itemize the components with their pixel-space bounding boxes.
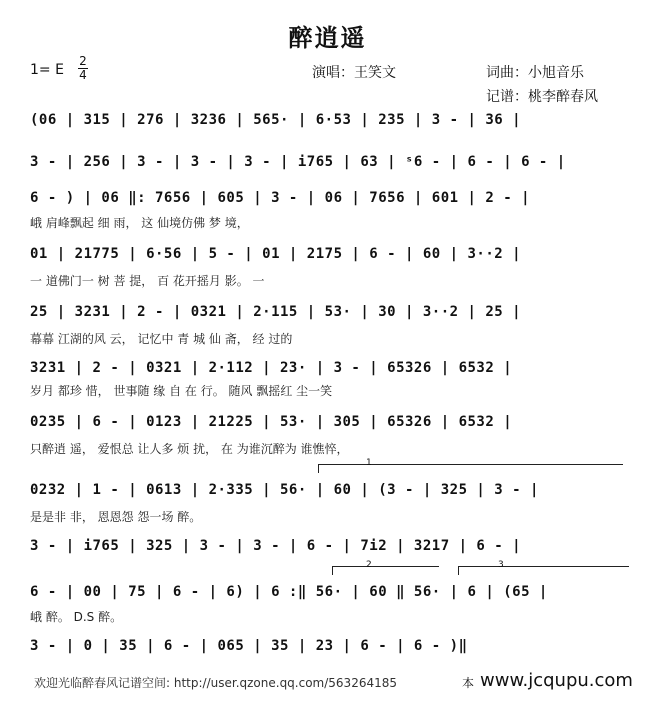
volta-label-2: 2: [366, 560, 372, 570]
song-title: 醉逍遥: [288, 24, 367, 52]
lyrics-line-8: 是是非 非， 恩恩怨 怨一场 醉。: [30, 510, 202, 524]
notation-line: 3231 | 2 - | 0321 | 2·112 | 23· | 3 - | 65326 | 6532 |: [30, 360, 513, 376]
score-row-6: [30, 360, 630, 384]
score-row-11: [30, 638, 630, 662]
notation-line: 0232 | 1 - | 0613 | 2·335 | 56· | 60 | (3 - | 325 | 3 - |: [30, 482, 539, 498]
volta-label-3: 3: [498, 560, 504, 570]
watermark-url[interactable]: www.jcqupu.com: [480, 670, 633, 691]
notation-line: 6 - | 00 | 75 | 6 - | 6) | 6 :‖ 56· | 60 ‖ 56· | 6 | (65 |: [30, 584, 548, 600]
lyrics-line-10: 峨 醉。 D.S 醉。: [30, 610, 123, 624]
key-signature: 1= E: [30, 62, 64, 78]
notation-line: (06 | 315 | 276 | 3236 | 565· | 6·53 | 235 | 3 - | 36 |: [30, 112, 522, 128]
footer-credit: 欢迎光临醉春风记谱空间: http://user.qzone.qq.com/563264185: [34, 676, 398, 690]
singer-credit: 演唱：王笑文: [312, 65, 396, 81]
volta-bracket-2: [332, 566, 439, 575]
score-row-7: [30, 414, 630, 438]
notation-line: 3 - | 0 | 35 | 6 - | 065 | 35 | 23 | 6 - | 6 - )‖: [30, 638, 468, 654]
score-row-3: [30, 190, 630, 214]
score-row-5: [30, 304, 630, 328]
stamp-char: 本: [462, 676, 475, 690]
score-row-1: [30, 112, 630, 136]
score-row-4: [30, 246, 630, 270]
notation-line: 3 - | 256 | 3 - | 3 - | 3 - | i765 | 63 | ˢ6 - | 6 - | 6 - |: [30, 154, 566, 170]
volta-bracket-3: [458, 566, 629, 575]
composer-credit: 词曲：小旭音乐: [486, 65, 584, 81]
volta-bracket-1: [318, 464, 623, 473]
lyrics-line-6: 岁月 都珍 惜， 世事随 缘 自 在 行。 随风 飘摇红 尘一笑: [30, 384, 333, 398]
notation-line: 25 | 3231 | 2 - | 0321 | 2·115 | 53· | 30 | 3··2 | 25 |: [30, 304, 522, 320]
volta-label-1: 1: [366, 458, 372, 468]
lyrics-line-7: 只醉逍 遥， 爱恨总 让人多 烦 扰， 在 为谁沉醉为 谁憔悴，: [30, 442, 349, 456]
notation-line: 01 | 21775 | 6·56 | 5 - | 01 | 2175 | 6 - | 60 | 3··2 |: [30, 246, 522, 262]
transcriber-credit: 记谱：桃李醉春风: [486, 89, 598, 105]
score-row-9: [30, 538, 630, 562]
notation-line: 6 - ) | 06 ‖: 7656 | 605 | 3 - | 06 | 7656 | 601 | 2 - |: [30, 190, 531, 206]
notation-line: 0235 | 6 - | 0123 | 21225 | 53· | 305 | 65326 | 6532 |: [30, 414, 513, 430]
lyrics-line-3: 峨 肩峰飘起 细 雨， 这 仙境仿佛 梦 境，: [30, 216, 249, 230]
score-row-10: [30, 584, 630, 608]
time-signature: 2 4: [79, 54, 87, 82]
notation-line: 3 - | i765 | 325 | 3 - | 3 - | 6 - | 7i2 | 3217 | 6 - |: [30, 538, 522, 554]
score-row-2: [30, 154, 630, 178]
lyrics-line-5: 幕幕 江湖的风 云， 记忆中 青 城 仙 斋， 经 过的: [30, 332, 293, 346]
score-row-8: [30, 482, 630, 506]
lyrics-line-4: 一 道佛门一 树 菩 提， 百 花开摇月 影。 一: [30, 274, 265, 288]
